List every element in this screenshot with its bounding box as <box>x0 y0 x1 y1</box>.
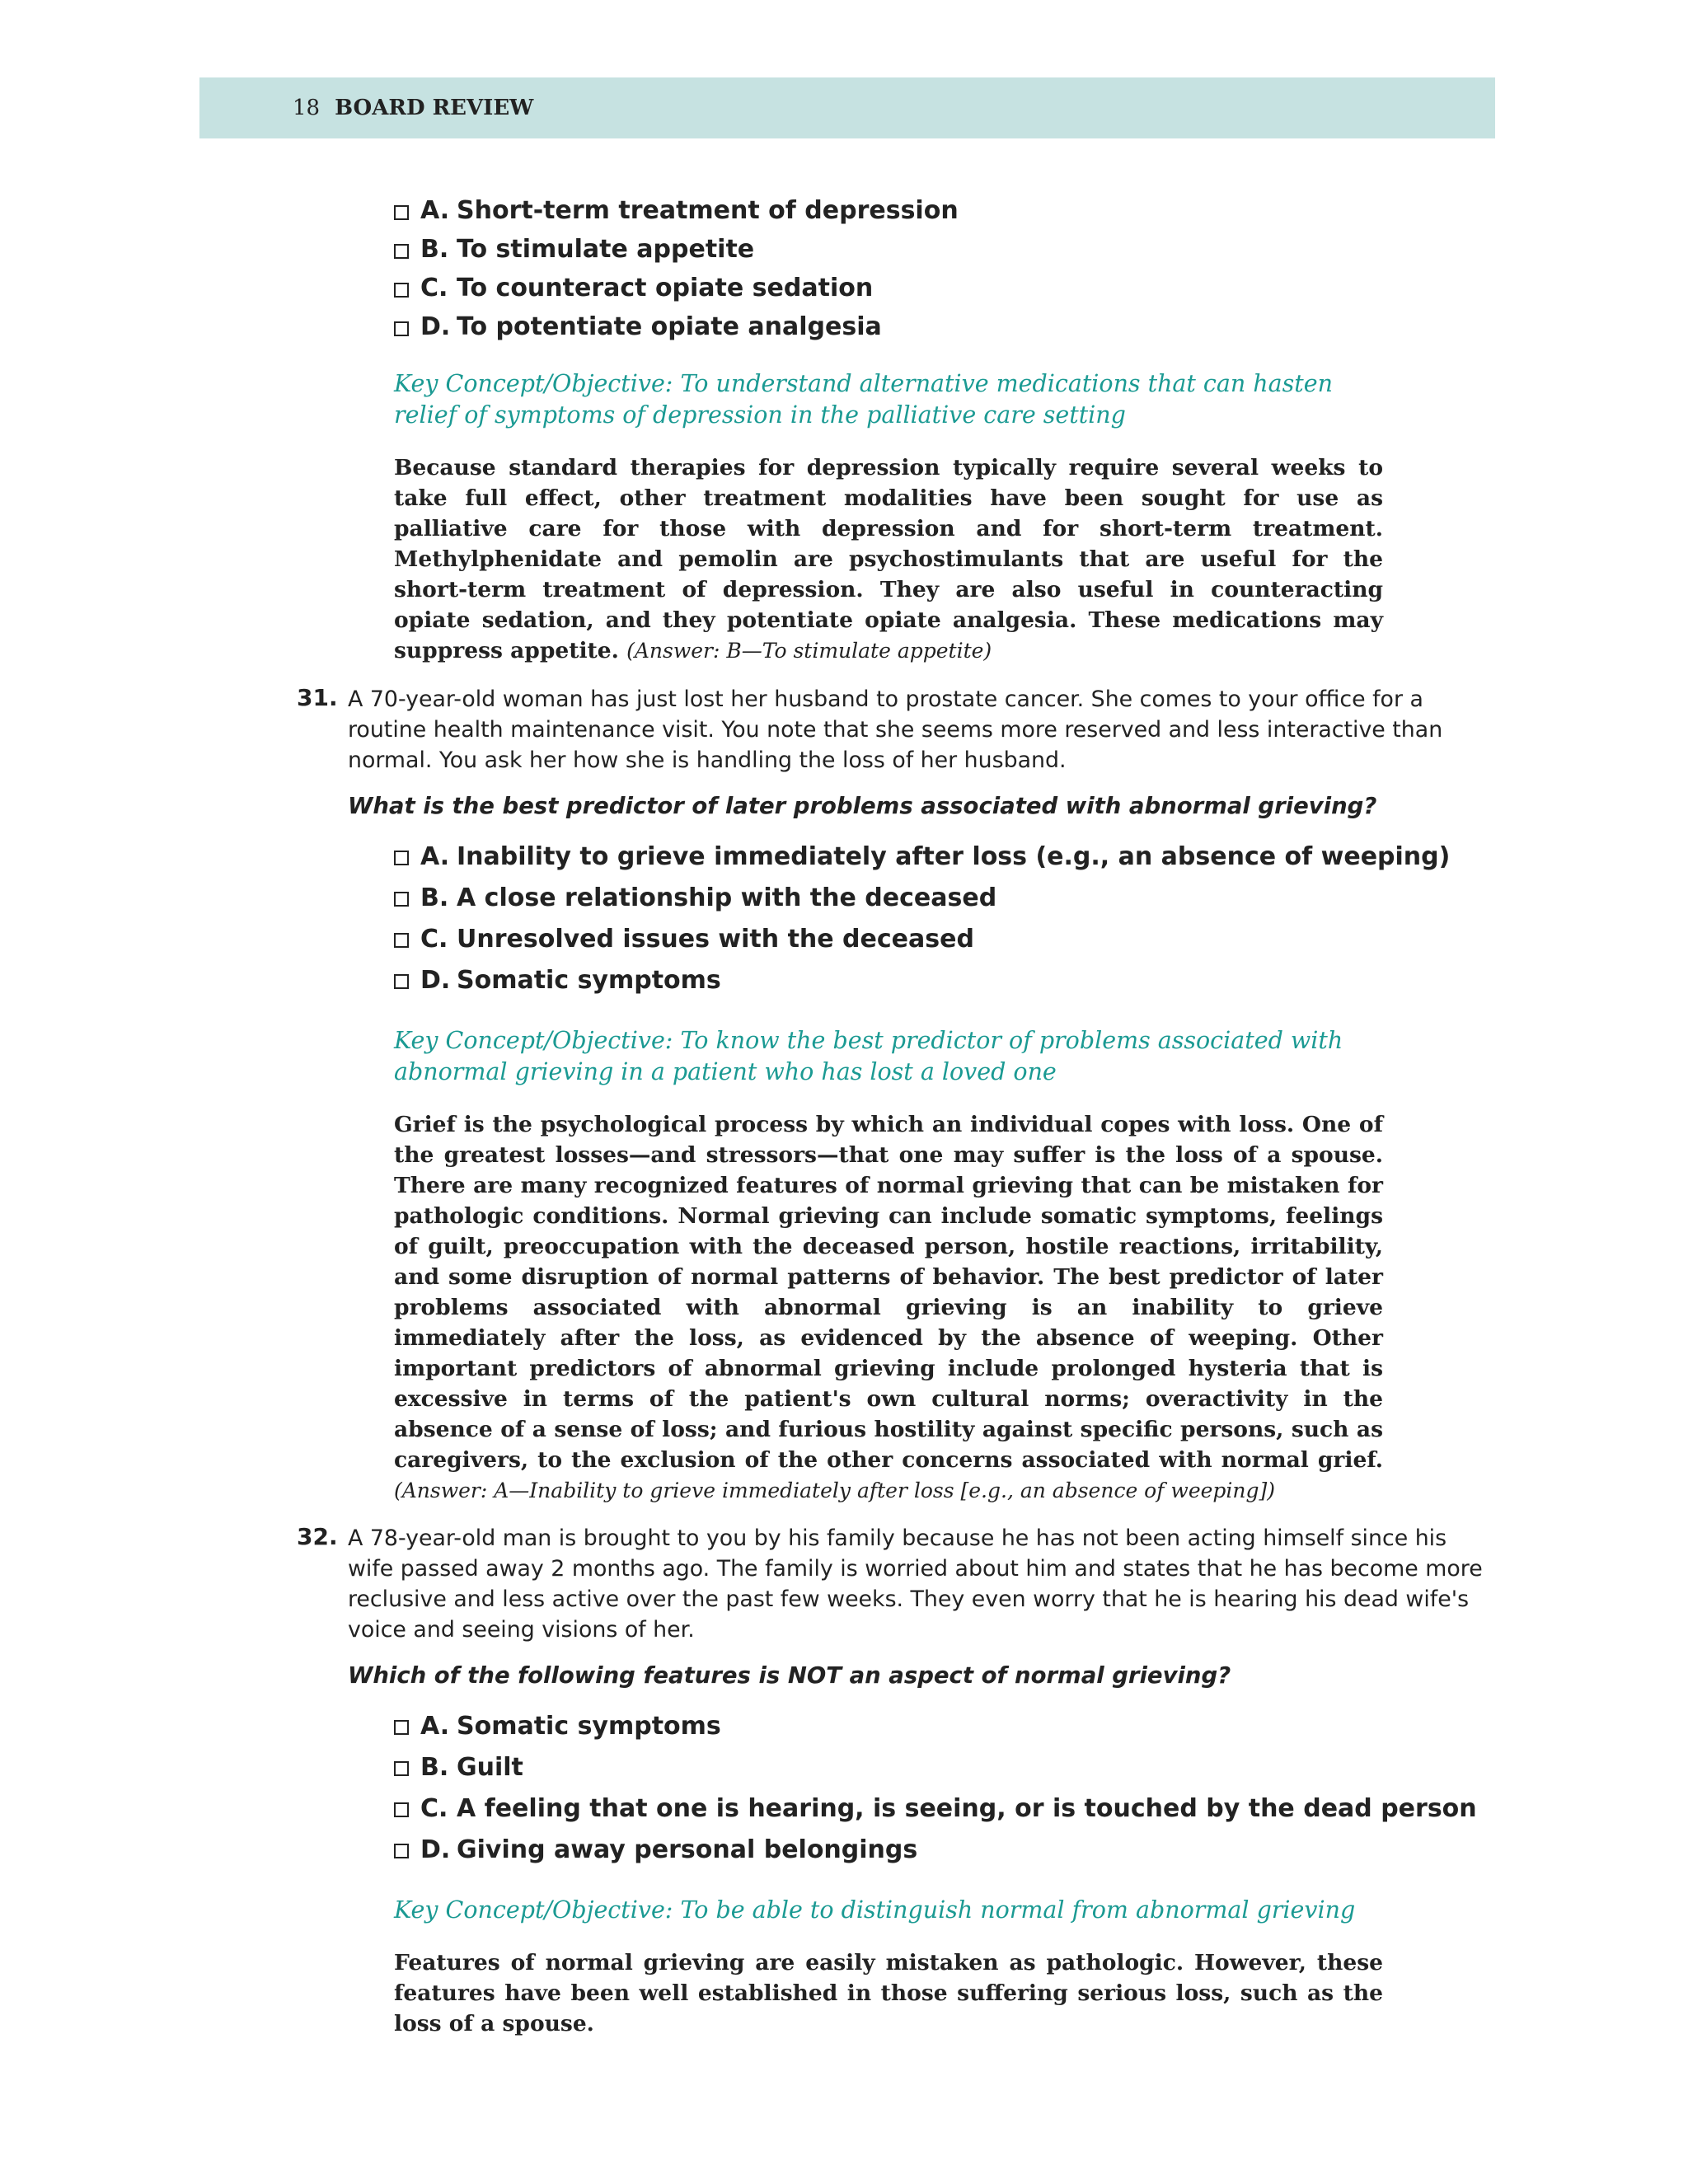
q30-options <box>394 191 959 346</box>
checkbox-icon[interactable] <box>394 321 409 336</box>
checkbox-icon[interactable] <box>394 205 409 220</box>
q32-option-a[interactable]: A. Somatic symptoms <box>394 1705 1477 1746</box>
q30-option-c[interactable]: C. To counteract opiate sedation <box>394 269 959 307</box>
q30-answer: (Answer: B—To stimulate appetite) <box>626 639 992 663</box>
q30-option-b[interactable]: B. To stimulate appetite <box>394 230 959 269</box>
q32-option-d[interactable]: D. Giving away personal belongings <box>394 1829 1477 1870</box>
q31-explanation: Grief is the psychological process by which an individual copes with loss. One of the greatest losses—and stressors—that one may suffer is the loss of a spouse. There are many recognized features of normal grieving that can be mistaken for pathologic conditions. Normal grieving can include somatic symptoms, feelings of guilt, preoccupation with the deceased person, hostile reactions, irritability, and some disruption of normal patterns of behavior. The best predictor of later problems associated with abnormal grieving is an inability to grieve immediately after the loss, as evidenced by the absence of weeping. Other important predictors of abnormal grieving include prolonged hysteria that is excessive in terms of the patient's own cultural norms; overactivity in the absence of a sense of loss; and furious hostility against specific persons, such as caregivers, to the exclusion of the other concerns associated with normal grief. (Answer: A—Inability to grieve immediately after loss [e.g., an absence of weeping]) <box>394 1112 1383 1502</box>
checkbox-icon[interactable] <box>394 851 409 865</box>
q30-key-concept: Key Concept/Objective: To understand alternative medications that can hasten relief of symptoms of depression in the palliative care setting <box>394 370 1333 429</box>
checkbox-icon[interactable] <box>394 974 409 989</box>
q31-answer: (Answer: A—Inability to grieve immediately after loss [e.g., an absence of weeping]) <box>394 1479 1276 1502</box>
q31-number: 31. <box>297 684 338 711</box>
q32-option-c[interactable]: C. A feeling that one is hearing, is seeing, or is touched by the dead person <box>394 1788 1477 1829</box>
q32-number: 32. <box>297 1523 338 1550</box>
q32-prompt: Which of the following features is NOT an aspect of normal grieving? <box>348 1662 1231 1689</box>
q31-options <box>394 836 1450 1001</box>
checkbox-icon[interactable] <box>394 283 409 298</box>
q31-option-d[interactable]: D. Somatic symptoms <box>394 959 1450 1001</box>
checkbox-icon[interactable] <box>394 1720 409 1735</box>
q32-stem: A 78-year-old man is brought to you by his family because he has not been acting himself since his wife passed away 2 months ago. The family is worried about him and states that he has become more reclusive and less active over the past few weeks. They even worry that he is hearing his dead wife's voice and seeing visions of her. <box>348 1526 1483 1643</box>
checkbox-icon[interactable] <box>394 1844 409 1858</box>
q32-options <box>394 1705 1477 1870</box>
running-header <box>199 77 1495 138</box>
q30-option-a[interactable]: A. Short-term treatment of depression <box>394 191 959 230</box>
q31-option-c[interactable]: C. Unresolved issues with the deceased <box>394 918 1450 959</box>
q32-option-b[interactable]: B. Guilt <box>394 1746 1477 1788</box>
q32-explanation: Features of normal grieving are easily mistaken as pathologic. However, these features have been well established in those suffering serious loss, such as the loss of a spouse. <box>394 1950 1383 2036</box>
header-title: BOARD REVIEW <box>335 96 534 120</box>
checkbox-icon[interactable] <box>394 1761 409 1776</box>
q31-option-b[interactable]: B. A close relationship with the deceased <box>394 877 1450 918</box>
q30-explanation: Because standard therapies for depression typically require several weeks to take full effect, other treatment modalities have been sought for use as palliative care for those with depression and for short-term treatment. Methylphenidate and pemolin are psychostimulants that are useful for the short-term treatment of depression. They are also useful in counteracting opiate sedation, and they potentiate opiate analgesia. These medications may suppress appetite. (Answer: B—To stimulate appetite) <box>394 455 1383 663</box>
q31-option-a[interactable]: A. Inability to grieve immediately after loss (e.g., an absence of weeping) <box>394 836 1450 877</box>
q31-prompt: What is the best predictor of later problems associated with abnormal grieving? <box>348 793 1377 819</box>
checkbox-icon[interactable] <box>394 244 409 259</box>
q32-key-concept: Key Concept/Objective: To be able to distinguish normal from abnormal grieving <box>394 1896 1356 1924</box>
q31-stem: A 70-year-old woman has just lost her husband to prostate cancer. She comes to your office for a routine health maintenance visit. You note that she seems more reserved and less interactive than normal. You ask her how she is handling the loss of her husband. <box>348 687 1443 773</box>
page-number: 18 <box>293 96 321 120</box>
checkbox-icon[interactable] <box>394 892 409 907</box>
q31-key-concept: Key Concept/Objective: To know the best predictor of problems associated with abnormal grieving in a patient who has lost a loved one <box>394 1027 1343 1085</box>
checkbox-icon[interactable] <box>394 1802 409 1817</box>
q30-option-d[interactable]: D. To potentiate opiate analgesia <box>394 307 959 346</box>
checkbox-icon[interactable] <box>394 933 409 948</box>
